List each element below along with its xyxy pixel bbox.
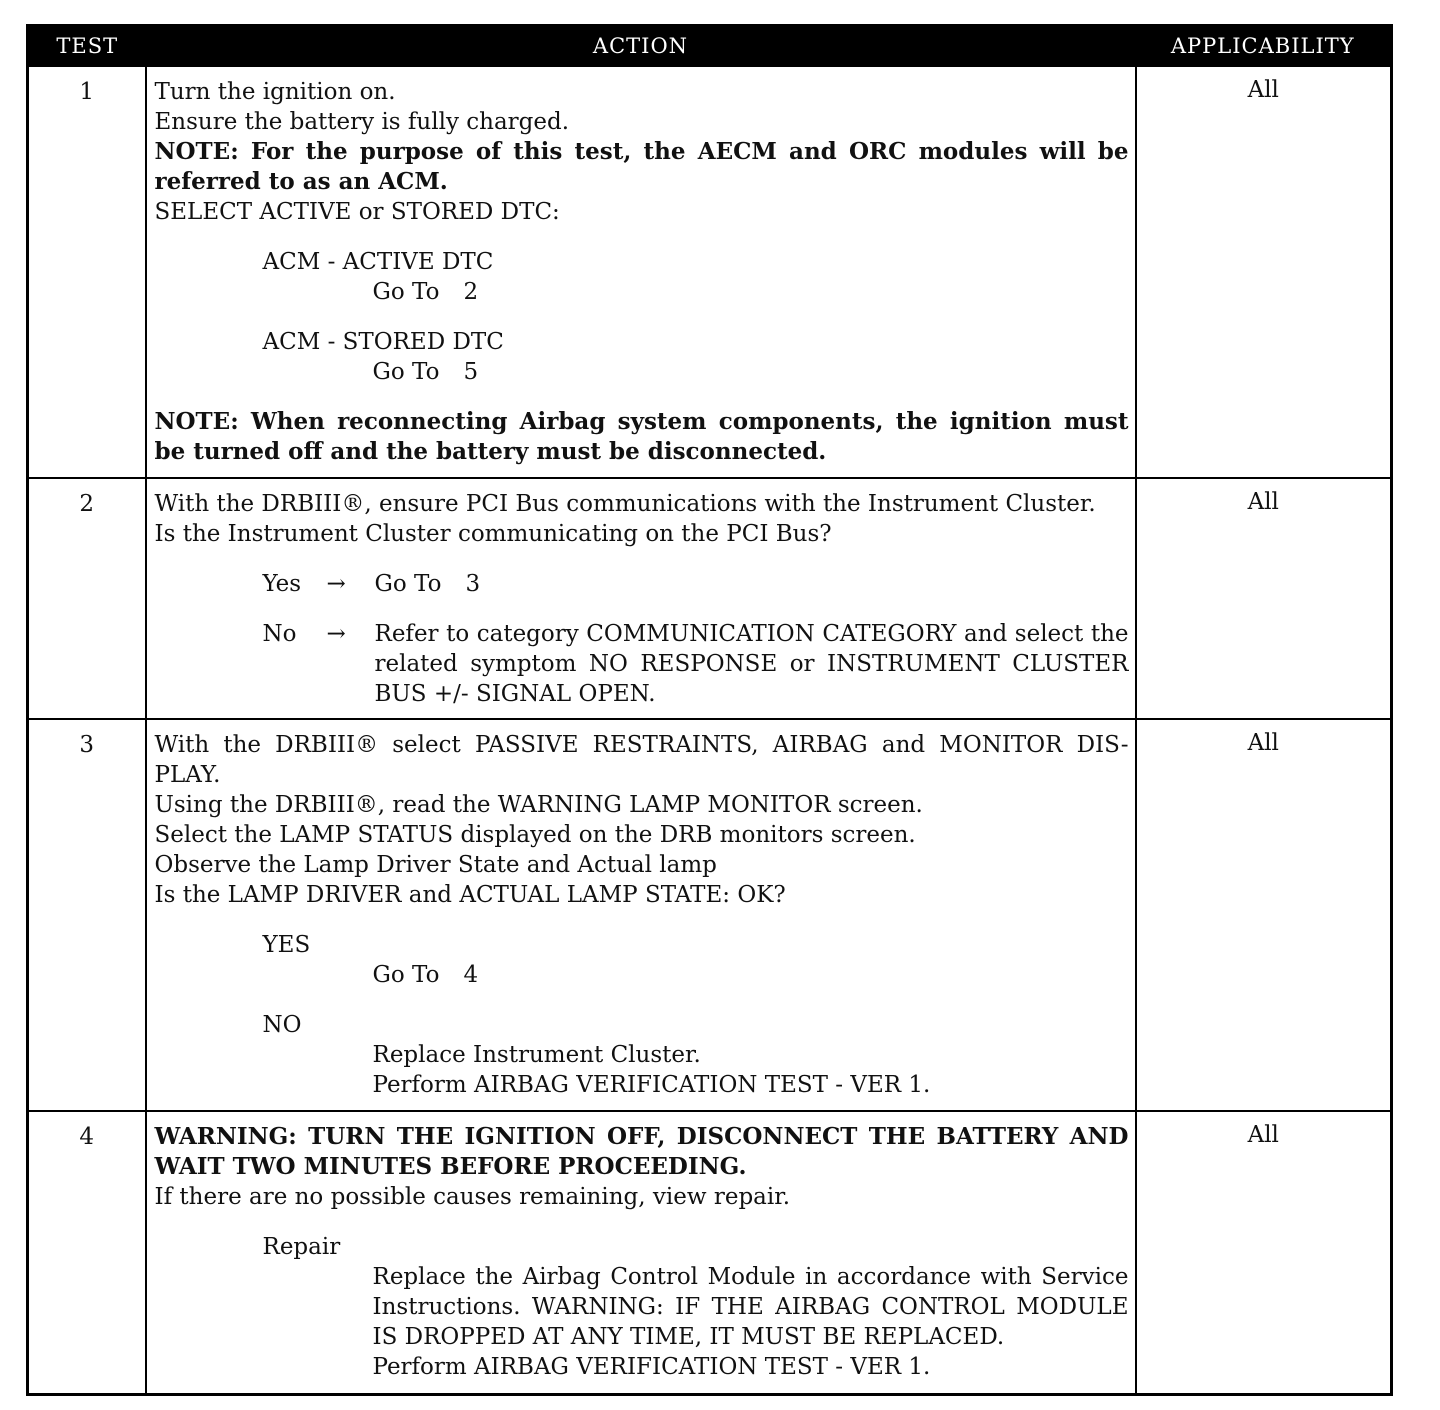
option-label: YES	[262, 932, 311, 958]
action-line: With the DRBIII®, ensure PCI Bus communications with the Instrument Cluster.	[154, 491, 1096, 517]
option-label: NO	[262, 1012, 302, 1038]
diagnostic-test-page	[26, 24, 1390, 1396]
action-line: Is the Instrument Cluster communicating on the PCI Bus?	[154, 521, 832, 547]
table-header	[28, 26, 1392, 67]
test-number: 4	[28, 1111, 146, 1394]
goto-target: 2	[463, 279, 479, 305]
header-applicability: APPLICABILITY	[1136, 26, 1392, 67]
arrow-icon: →	[326, 571, 346, 597]
goto-line	[155, 357, 1129, 387]
test-number: 1	[28, 66, 146, 478]
action-cell	[146, 66, 1136, 478]
goto-line	[155, 277, 1129, 307]
option-label: Repair	[262, 1234, 341, 1260]
action-line: Using the DRBIII®, read the WARNING LAMP MONITOR screen.	[154, 792, 923, 818]
action-line: If there are no possible causes remaining, view repair.	[154, 1184, 791, 1210]
goto-label: Go To	[372, 962, 440, 988]
table-row	[28, 1111, 1392, 1394]
header-row	[28, 26, 1392, 67]
arrow-icon: →	[326, 621, 346, 647]
action-line: Replace Instrument Cluster.	[372, 1042, 701, 1068]
goto-target: 5	[463, 359, 479, 385]
action-line: SELECT ACTIVE or STORED DTC:	[154, 199, 560, 225]
option-result: Refer to category COMMUNICATION CATEGORY and select the related symptom NO RESPONSE or INSTRUMENT CLUSTER BUS +/- SIGNAL OPEN.	[374, 621, 1129, 707]
applicability-value: All	[1136, 1111, 1392, 1394]
goto-target: 3	[465, 571, 481, 597]
test-number: 2	[28, 478, 146, 719]
table-row	[28, 478, 1392, 719]
action-line: Turn the ignition on.	[154, 79, 396, 105]
applicability-value: All	[1136, 66, 1392, 478]
action-line: Perform AIRBAG VERIFICATION TEST - VER 1.	[372, 1354, 931, 1380]
option-label: ACM - STORED DTC	[262, 329, 504, 355]
action-line: Perform AIRBAG VERIFICATION TEST - VER 1.	[372, 1072, 931, 1098]
note-text: NOTE: For the purpose of this test, the AECM and ORC modules will be referred to as an ACM.	[154, 138, 1129, 195]
action-line: With the DRBIII® select PASSIVE RESTRAINTS, AIRBAG and MONITOR DIS-PLAY.	[154, 732, 1129, 788]
warning-text: WARNING: TURN THE IGNITION OFF, DISCONNECT THE BATTERY AND WAIT TWO MINUTES BEFORE PROCEEDING.	[154, 1123, 1129, 1180]
goto-target: 4	[463, 962, 479, 988]
goto-line	[375, 569, 1129, 599]
header-test: TEST	[28, 26, 146, 67]
action-line: Is the LAMP DRIVER and ACTUAL LAMP STATE: OK?	[154, 882, 786, 908]
applicability-value: All	[1136, 478, 1392, 719]
applicability-value: All	[1136, 719, 1392, 1111]
repair-text: Replace the Airbag Control Module in accordance with Service Instructions. WARNING: IF THE AIRBAG CONTROL MODULE IS DROPPED AT ANY TIME, IT MUST BE REPLACED.	[372, 1264, 1129, 1350]
action-line: Ensure the battery is fully charged.	[154, 109, 570, 135]
option-label: ACM - ACTIVE DTC	[262, 249, 494, 275]
table-row	[28, 719, 1392, 1111]
test-number: 3	[28, 719, 146, 1111]
diagnostic-test-table	[26, 24, 1393, 1396]
action-cell	[146, 478, 1136, 719]
note-text: NOTE: When reconnecting Airbag system components, the ignition must be turned off and the battery must be disconnected.	[154, 408, 1129, 465]
option-label: No	[262, 621, 297, 647]
goto-line	[155, 960, 1129, 990]
action-cell	[146, 1111, 1136, 1394]
header-action: ACTION	[146, 26, 1136, 67]
option-label: Yes	[262, 571, 302, 597]
goto-label: Go To	[372, 359, 440, 385]
goto-label: Go To	[374, 571, 442, 597]
table-row	[28, 66, 1392, 478]
action-line: Select the LAMP STATUS displayed on the DRB monitors screen.	[154, 822, 916, 848]
action-line: Observe the Lamp Driver State and Actual lamp	[154, 852, 717, 878]
goto-label: Go To	[372, 279, 440, 305]
no-option	[155, 619, 1129, 709]
yes-option	[155, 569, 1129, 599]
action-cell	[146, 719, 1136, 1111]
